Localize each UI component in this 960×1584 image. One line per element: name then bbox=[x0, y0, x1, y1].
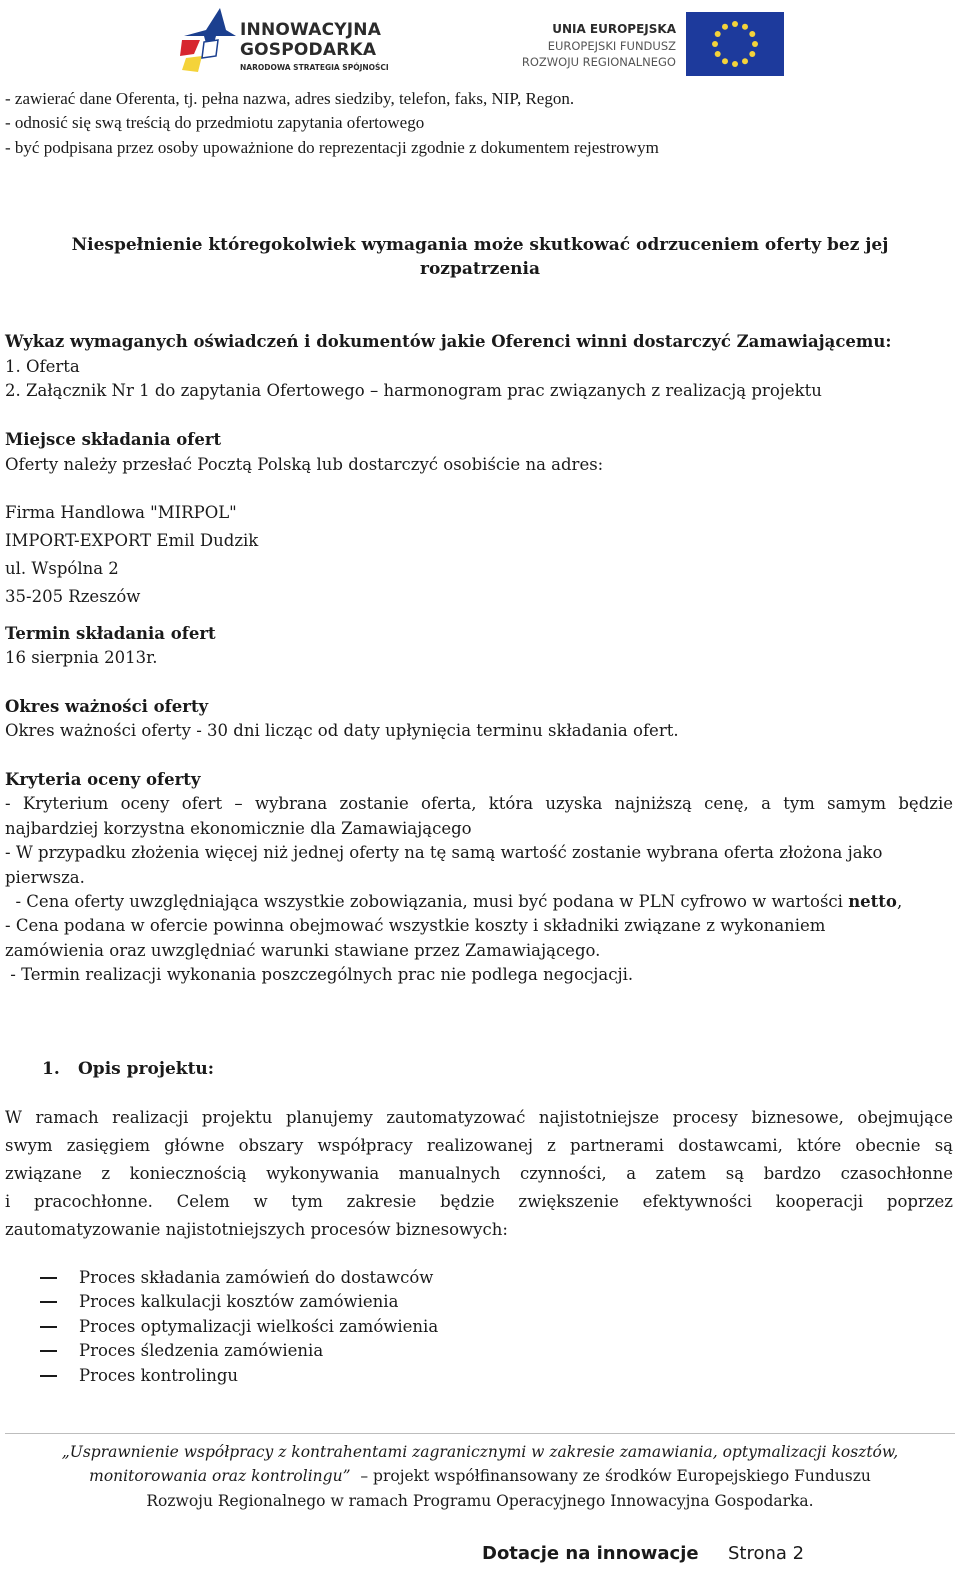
criteria-line: - W przypadku złożenia więcej niż jednej oferty na tę samą wartość zostanie wybrana oferta złożona jako bbox=[5, 843, 883, 862]
intro-line: - odnosić się swą treścią do przedmiotu zapytania ofertowego bbox=[5, 113, 425, 132]
criteria-line: pierwsza. bbox=[5, 868, 85, 887]
documents-item: 1. Oferta bbox=[5, 357, 80, 376]
eu-flag-icon bbox=[686, 12, 784, 76]
project-number: 1. bbox=[42, 1059, 60, 1079]
process-item: Proces śledzenia zamówienia bbox=[79, 1341, 324, 1360]
criteria-heading: Kryteria oceny oferty bbox=[5, 770, 201, 789]
page-number: Strona 2 bbox=[728, 1543, 805, 1564]
project-para-line: W ramach realizacji projektu planujemy zautomatyzować najistotniejsze procesy biznesowe, obejmujące bbox=[5, 1108, 953, 1127]
address-line: 35-205 Rzeszów bbox=[5, 587, 141, 606]
deadline-heading: Termin składania ofert bbox=[5, 624, 216, 643]
ig-line1: INNOWACYJNA bbox=[240, 20, 382, 40]
process-item: Proces optymalizacji wielkości zamówienia bbox=[79, 1317, 439, 1336]
process-item: Proces kalkulacji kosztów zamówienia bbox=[79, 1292, 399, 1311]
criteria-line: zamówienia oraz uwzględniać warunki stawiane przez Zamawiającego. bbox=[5, 941, 601, 960]
project-para-line: swym zasięgiem główne obszary współpracy realizowanej z partnerami dostawcami, które obecnie są bbox=[5, 1136, 953, 1155]
criteria-netto: netto bbox=[848, 892, 897, 911]
criteria-text: - Cena oferty uwzględniająca wszystkie zobowiązania, musi być podana w PLN cyfrowo w wartości bbox=[5, 892, 849, 911]
address-line: Firma Handlowa "MIRPOL" bbox=[5, 503, 237, 522]
criteria-line: - Cena podana w ofercie powinna obejmować wszystkie koszty i składniki związane z wykonaniem bbox=[5, 916, 826, 935]
deadline-text: 16 sierpnia 2013r. bbox=[5, 648, 158, 667]
place-heading: Miejsce składania ofert bbox=[5, 430, 222, 449]
dash-icon bbox=[40, 1301, 57, 1303]
criteria-comma: , bbox=[896, 892, 903, 911]
innowacyjna-gospodarka-logo bbox=[176, 6, 416, 76]
criteria-line: - Kryterium oceny ofert – wybrana zostanie oferta, która uzyska najniższą cenę, a tym samym będzie bbox=[5, 794, 953, 813]
project-para-line: i pracochłonne. Celem w tym zakresie będzie zwiększenie efektywności kooperacji poprzez bbox=[5, 1192, 953, 1211]
warning-line1: Niespełnienie któregokolwiek wymagania może skutkować odrzuceniem oferty bez jej bbox=[71, 235, 889, 255]
dash-icon bbox=[40, 1277, 57, 1279]
criteria-line: najbardziej korzystna ekonomicznie dla Zamawiającego bbox=[5, 819, 472, 838]
intro-line: - być podpisana przez osoby upoważnione do reprezentacji zgodnie z dokumentem rejestrowym bbox=[5, 138, 659, 157]
process-item: Proces składania zamówień do dostawców bbox=[79, 1268, 434, 1287]
footer-divider bbox=[5, 1433, 955, 1434]
project-heading: Opis projektu: bbox=[78, 1059, 215, 1079]
criteria-line-net bbox=[5, 890, 902, 914]
footer-title-part2: monitorowania oraz kontrolingu” bbox=[89, 1467, 351, 1485]
footer-title-part1: „Usprawnienie współpracy z kontrahentami zagranicznymi w zakresie zamawiania, optymalizacji kosztów, bbox=[61, 1443, 899, 1461]
dash-icon bbox=[40, 1326, 57, 1328]
eu-line2: EUROPEJSKI FUNDUSZ bbox=[547, 39, 676, 53]
place-text: Oferty należy przesłać Pocztą Polską lub dostarczyć osobiście na adres: bbox=[5, 455, 604, 474]
validity-text: Okres ważności oferty - 30 dni licząc od daty upłynięcia terminu składania ofert. bbox=[5, 721, 679, 740]
documents-item: 2. Załącznik Nr 1 do zapytania Ofertowego – harmonogram prac związanych z realizacją projektu bbox=[5, 381, 822, 400]
footer-brand: Dotacje na innowacje bbox=[482, 1543, 699, 1564]
eu-logo bbox=[514, 12, 784, 76]
address-line: IMPORT-EXPORT Emil Dudzik bbox=[5, 531, 259, 550]
documents-heading: Wykaz wymaganych oświadczeń i dokumentów jakie Oferenci winni dostarczyć Zamawiającemu: bbox=[5, 332, 892, 351]
footer-cofinance: – projekt współfinansowany ze środków Europejskiego Funduszu bbox=[350, 1467, 871, 1485]
ig-star-icon bbox=[176, 6, 238, 74]
address-line: ul. Wspólna 2 bbox=[5, 559, 119, 578]
footer-line3: Rozwoju Regionalnego w ramach Programu Operacyjnego Innowacyjna Gospodarka. bbox=[146, 1492, 814, 1510]
footer-line1 bbox=[0, 1440, 960, 1464]
eu-line1: UNIA EUROPEJSKA bbox=[552, 22, 676, 36]
criteria-line: - Termin realizacji wykonania poszczególnych prac nie podlega negocjacji. bbox=[5, 965, 634, 984]
dash-icon bbox=[40, 1375, 57, 1377]
process-item: Proces kontrolingu bbox=[79, 1366, 239, 1385]
ig-line2: GOSPODARKA bbox=[240, 40, 377, 60]
warning-line2: rozpatrzenia bbox=[420, 259, 540, 279]
eu-line3: ROZWOJU REGIONALNEGO bbox=[521, 55, 676, 69]
project-para-line: zautomatyzowanie najistotniejszych procesów biznesowych: bbox=[5, 1220, 508, 1239]
dash-icon bbox=[40, 1350, 57, 1352]
project-para-line: związane z koniecznością wykonywania manualnych czynności, a zatem są bardzo czasochłonne bbox=[5, 1164, 953, 1183]
intro-line: - zawierać dane Oferenta, tj. pełna nazwa, adres siedziby, telefon, faks, NIP, Regon. bbox=[5, 89, 575, 108]
ig-line3: NARODOWA STRATEGIA SPÓJNOŚCI bbox=[240, 63, 389, 72]
validity-heading: Okres ważności oferty bbox=[5, 697, 209, 716]
footer-line2 bbox=[0, 1464, 960, 1488]
